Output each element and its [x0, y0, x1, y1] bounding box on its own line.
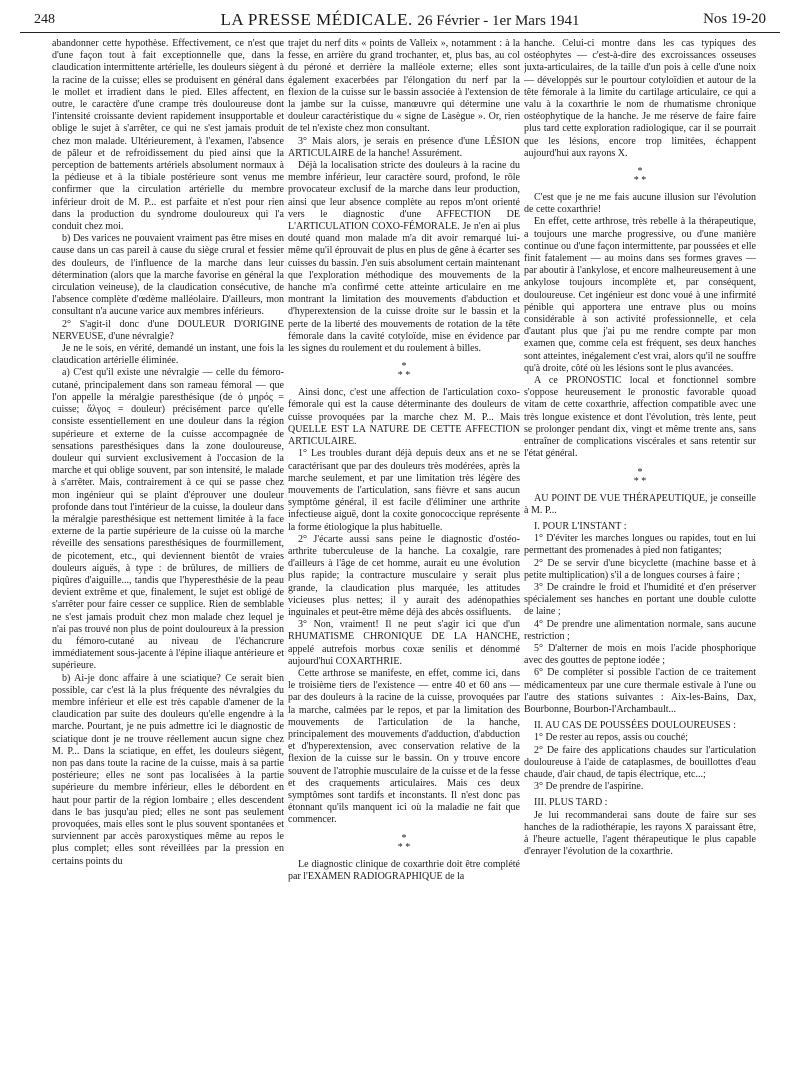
separator-star: *	[401, 832, 407, 844]
paragraph: En effet, cette arthrose, très rebelle à la thérapeutique, a toujours une marche progressive, ou d'une manière continue ou d'une façon intermittente, par poussées et elle finit fatalement — au moins dans ses formes graves — par aboutir à l'ankylose, et encore malheureusement à une ankylose toujours incomplète et, par conséquent, douloureuse. Cet ingénieur est donc voué à une infirmité pénible qui apportera une entrave plus ou moins considérable à son activité professionnelle, et cela d'autant plus que j'ai pu me rendre compte par mon examen que, comme cela est fréquent, ses deux hanches sont atteintes, inégalement c'est vrai, alors qu'il ne souffre qu'à droite, côté où les lésions sont le plus avancées.	[524, 216, 756, 374]
paragraph: 1° Les troubles durant déjà depuis deux ans et ne se caractérisant que par des douleurs très modérées, après la marche seulement, et par une limitation très légère des mouvements de l'articulation, sans fièvre et sans aucun symptôme général, il est facile d'éliminer une arthrite infectieuse aiguë, dont la coxite gonococcique représente la forme étiologique la plus habituelle.	[288, 448, 520, 533]
list-heading: I. POUR L'INSTANT :	[534, 520, 627, 532]
paragraph: 3° Non, vraiment! Il ne peut s'agir ici que d'un RHUMATISME CHRONIQUE DE LA HANCHE, appelé autrefois morbus coxæ senilis et dénommé aujourd'hui COXARTHRIE.	[288, 619, 520, 667]
paragraph: Cette arthrose se manifeste, en effet, comme ici, dans le troisième tiers de l'existence — entre 40 et 60 ans — par des douleurs à la racine de la cuisse, provoquées par la marche, calmées par le repos, et par la limitation des mouvements de l'articulation de la hanche, principalement des mouvements d'adduction, d'abduction et d'hyperextension, avec conservation relative de la flexion de la cuisse sur le bassin. On y trouve encore souvent de l'atrophie musculaire de la cuisse et de la fesse et des craquements articulaires. Mais ces deux symptômes sont tardifs et inconstants. Il n'est donc pas étonnant qu'ils manquent ici où la maladie ne fait que commencer.	[288, 667, 520, 826]
column-left	[52, 38, 284, 1074]
journal-header-line	[20, 10, 780, 30]
paragraph: b) Des varices ne pouvaient vraiment pas être mises en cause dans un cas pareil à cause du siège crural et fessier des douleurs, de l'influence de la marche dans leur détermination (alors que la marche favorise en général la circulation veineuse), de la claudication consécutive, de l'absence complète d'œdème malléolaire. D'ailleurs, mon consultant n'a aucune varice aux membres inférieurs.	[52, 233, 284, 318]
list-item: 1° D'éviter les marches longues ou rapides, tout en lui permettant des promenades à pied non fatigantes;	[524, 533, 756, 557]
column-middle	[288, 38, 520, 1074]
separator-stars: * *	[397, 370, 411, 382]
paragraph: A ce PRONOSTIC local et fonctionnel sombre s'oppose heureusement le pronostic favorable quoad vitam de cette coxarthrie, affection compatible avec une très longue existence et dont l'évolution, très lente, peut se prolonger pendant dix, vingt et même trente ans, sans entraîner de complications viscérales et sans retentir sur l'état général.	[524, 375, 756, 460]
section-separator	[524, 167, 756, 185]
separator-stars: * *	[633, 475, 647, 487]
section-separator	[524, 468, 756, 486]
paragraph: Déjà la localisation stricte des douleurs à la racine du membre inférieur, leur caractère sourd, profond, le rôle provocateur exclusif de la marche dans leur production, ainsi que leur absence complète au repos m'ont orienté vers le diagnostic d'une AFFECTION DE L'ARTICULATION COXO-FÉMORALE. Je n'en ai plus douté quand mon malade m'a dit avoir remarqué lui-même qu'il éprouvait de plus en plus de gêne à écarter ses cuisses du bassin. J'en suis absolument certain maintenant que l'exploration méthodique des mouvements de la hanche m'a confirmé cette atteinte articulaire en me montrant la limitation des mouvements d'abduction et d'hyperextension de la cuisse droite sur le bassin et la perte de la liberté des mouvements de rotation de la tête fémorale dans la cavité cotyloïde, mise en évidence par les signes du roulement et du roulement à billes.	[288, 160, 520, 355]
paragraph: Je ne le sois, en vérité, demandé un instant, une fois la claudication artérielle éliminée.	[52, 343, 284, 367]
list-item: 3° De prendre de l'aspirine.	[534, 781, 644, 793]
paragraph: Je lui recommanderai sans doute de faire sur ses hanches de la radiothérapie, les rayons X paraissant être, à l'heure actuelle, l'agent thérapeutique le plus capable d'enrayer l'évolution de la coxarthrie.	[524, 809, 756, 858]
list-heading: III. PLUS TARD :	[534, 797, 608, 809]
list-item: 2° De se servir d'une bicyclette (machine basse et à petite multiplication) s'il a de longues courses à faire ;	[524, 557, 756, 581]
paragraph: 3° Mais alors, je serais en présence d'une LÉSION ARTICULAIRE de la hanche! Assurément.	[288, 135, 520, 159]
separator-star: *	[637, 166, 643, 178]
list-item: 6° De compléter si possible l'action de ce traitement médicamenteux par une cure thermale estivale à l'une ou l'autre des stations suivantes : Aix-les-Bains, Dax, Bourbonne, Bourbon-l'Archambault...	[524, 667, 756, 715]
column-right	[524, 38, 756, 1074]
separator-star: *	[637, 466, 643, 478]
list-item: 2° De faire des applications chaudes sur l'articulation douloureuse à l'aide de cataplasmes, de bouillottes d'eau chaude, d'air chaud, de tapis électrique, etc...;	[524, 744, 756, 780]
section-separator	[288, 834, 520, 852]
paragraph: 2° J'écarte aussi sans peine le diagnostic d'ostéo-arthrite tuberculeuse de la hanche. La coxalgie, rare d'ailleurs à l'âge de cet homme, aurait eu une évolution plus rapide; la contracture musculaire y serait plus grande, la claudication plus marquée, les attitudes vicieuses plus nettes; il y aurait des adénopathies inguinales et peut-être même déjà des abcès ossifluents.	[288, 533, 520, 618]
separator-stars: * *	[633, 175, 647, 187]
paragraph: a) C'est qu'il existe une névralgie — celle du fémoro-cutané, principalement dans son rameau fémoral — que l'on appelle la méralgie paresthésique (de ὁ μηρός = cuisse; ἄλγος = douleur) précisément parce qu'elle consiste essentiellement en une douleur dans la région supérieure et externe de la cuisse accompagnée de sensations paresthésiques dans la zone douloureuse, douleur qui survient exclusivement à l'occasion de la marche et qui oblige souvent, par son intensité, le malade à s'arrêter. Mais, contrairement à ce qui se passe chez mon ingénieur qui se plaint d'éprouver une douleur profonde dans tout l'intérieur de la cuisse, la douleur dans la méralgie paresthésique est nettement limitée à la face externe de la partie supérieure de la cuisse où la marche réveille des sensations paresthésiques de fourmillement, de picotement, etc., qui deviennent bientôt de vraies douleurs aiguës, à type : de brûlures, de milliers de piqûres d'aiguille..., tandis que l'hyperesthésie de la peau devient extrême et que, finalement, le sujet est obligé de s'arrêter pour faire cesser ce supplice. Rien de semblable ne s'est jamais produit chez mon malade chez lequel je n'ai pas trouvé non plus de point douloureux à la pression du fémoro-cutané au niveau de l'échancrure immédiatement sous-jacente à l'épine iliaque antérieure et supérieure.	[52, 367, 284, 672]
page-number: 248	[34, 12, 55, 27]
paragraph: Le diagnostic clinique de coxarthrie doit être complété par l'EXAMEN RADIOGRAPHIQUE de la	[288, 858, 520, 882]
journal-title: LA PRESSE MÉDICALE.	[220, 10, 413, 29]
paragraph: b) Ai-je donc affaire à une sciatique? Ce serait bien possible, car c'est là la plus fréquente des névralgies du membre inférieur et elle est très capable d'amener de la claudication par suite des douleurs qu'elle engendre à la marche. Pourtant, je ne puis admettre ici le diagnostic de sciatique dont je ne trouve réellement aucun signe chez M. P... Dans la sciatique, en effet, les douleurs siègent, non pas dans toute la racine de la cuisse, mais à sa partie postérieure; elles ne sont pas localisées à la partie supérieure du membre inférieur, elles le débordent en haut pour partir de la région lombaire ; elles descendent dans le bas jusqu'au pied; elles ne sont pas seulement provoquées, mais elles sont le plus souvent spontanées et surviennent par accès paroxystiques même au repos le plus complet; elles sont réveillées par la pression en certains points du	[52, 672, 284, 867]
paragraph: hanche. Celui-ci montre dans les cas typiques des ostéophytes — c'est-à-dire des excroissances osseuses juxta-articulaires, de la taille d'un pois à celle d'une noix — développés sur le pourtour cotyloïdien et autour de la tête fémorale à la limite du cartilage articulaire, ce qui a valu à la coxarthrie le nom de rhumatisme chronique ostéophytique de la hanche. Je me réserve de faire faire plus tard cette exploration radiologique, car il se pourrait que les lésions, encore trop limitées, échappent aujourd'hui aux rayons X.	[524, 38, 756, 159]
paragraph: Ainsi donc, c'est une affection de l'articulation coxo-fémorale qui est la cause déterminante des douleurs de cuisse provoquées par la marche chez M. P... Mais QUELLE EST LA NATURE DE CETTE AFFECTION ARTICULAIRE.	[288, 387, 520, 448]
paragraph: AU POINT DE VUE THÉRAPEUTIQUE, je conseille à M. P...	[524, 492, 756, 516]
issue-date: 26 Février - 1er Mars 1941	[417, 13, 580, 29]
paragraph: trajet du nerf dits « points de Valleix », notamment : à la fesse, en arrière du grand trochanter, et, plus bas, au col du péroné et derrière la malléole externe; elles sont également exacerbées par l'élongation du nerf par la flexion de la cuisse sur le bassin associée à l'extension de la jambe sur la cuisse, manœuvre qui détermine une douleur caractéristique du « signe de Lasègue ». Or, rien de tel n'existe chez mon consultant.	[288, 38, 520, 135]
issue-number: Nos 19-20	[703, 11, 766, 27]
list-item: 3° De craindre le froid et l'humidité et d'en préserver spécialement ses hanches en portant une double culotte de laine ;	[524, 581, 756, 618]
paragraph: abandonner cette hypothèse. Effectivement, ce n'est que d'une façon tout à fait exceptionnelle que, dans la claudication intermittente artérielle, les douleurs siègent à la racine de la cuisse; elles se produisent en général dans le mollet et irradient dans le pied. Elles affectent, en outre, le caractère d'une crampe très douloureuse dont l'intensité croissante devient rapidement insupportable et oblige le sujet à s'arrêter, ce qui ne s'est jamais produit chez mon malade. Ultérieurement, à l'examen, l'absence de pâleur et de refroidissement du pied ainsi que la perception de battements artériels absolument normaux à la pédieuse et à la tibiale postérieure sont venus me confirmer que la circulation artérielle du membre inférieur droit de M. P... est parfaite et n'est pour rien dans la production du syndrome douloureux qui l'a conduit chez moi.	[52, 38, 284, 233]
list-item: 5° D'alterner de mois en mois l'acide phosphorique avec des gouttes de peptone iodée ;	[524, 642, 756, 667]
separator-star: *	[401, 361, 407, 373]
list-item: 1° De rester au repos, assis ou couché;	[534, 732, 688, 744]
list-item: 4° De prendre une alimentation normale, sans aucune restriction ;	[524, 618, 756, 642]
paragraph: C'est que je ne me fais aucune illusion sur l'évolution de cette coxarthrie!	[524, 192, 756, 216]
separator-stars: * *	[397, 841, 411, 853]
paragraph: 2° S'agit-il donc d'une DOULEUR D'ORIGINE NERVEUSE, d'une névralgie?	[52, 318, 284, 342]
list-heading: II. AU CAS DE POUSSÉES DOULOUREUSES :	[534, 720, 736, 732]
running-header	[20, 4, 780, 33]
section-separator	[288, 362, 520, 380]
